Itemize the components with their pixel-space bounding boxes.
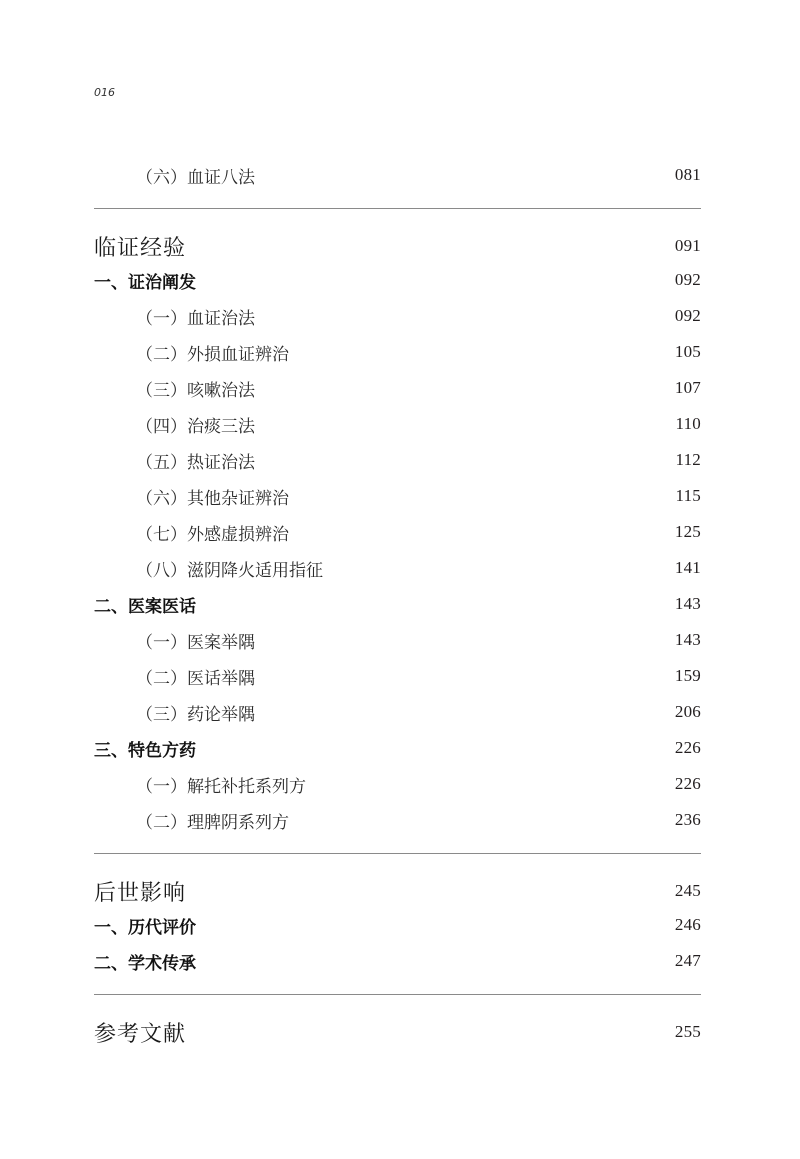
toc-page: 226 — [674, 738, 701, 757]
toc-page: 107 — [674, 378, 701, 397]
toc-label: 二、医案医话 — [94, 596, 196, 617]
toc-chapter-clinical-experience[interactable] — [94, 228, 701, 264]
toc-page: 246 — [674, 915, 701, 934]
toc-label: 临证经验 — [94, 235, 187, 261]
toc-page: 247 — [674, 951, 701, 970]
toc-label: 一、证治阐发 — [94, 272, 196, 293]
toc-label: （三）咳嗽治法 — [136, 380, 255, 401]
toc-label: 三、特色方药 — [94, 740, 196, 761]
toc-page: 236 — [674, 810, 701, 829]
toc-label: （六）其他杂证辨治 — [136, 488, 289, 509]
toc-page: 143 — [674, 594, 701, 613]
toc-chapter-later-influence[interactable] — [94, 873, 701, 909]
toc-entry[interactable] — [94, 766, 701, 802]
toc-entry[interactable] — [94, 550, 701, 586]
toc-page: 105 — [674, 342, 701, 361]
toc-section[interactable] — [94, 262, 701, 298]
toc-label: （二）理脾阴系列方 — [136, 812, 289, 833]
toc-page: 125 — [674, 522, 701, 541]
toc-entry[interactable] — [94, 298, 701, 334]
toc-label: 一、历代评价 — [94, 917, 196, 938]
toc-page: 115 — [675, 486, 701, 505]
toc-page: 255 — [674, 1022, 701, 1041]
toc-label: 二、学术传承 — [94, 953, 196, 974]
toc-label: （六）血证八法 — [136, 167, 255, 188]
toc-entry[interactable] — [94, 406, 701, 442]
toc-label: （五）热证治法 — [136, 452, 255, 473]
divider — [94, 853, 701, 854]
toc-page: 245 — [674, 881, 701, 900]
toc-label: （二）外损血证辨治 — [136, 344, 289, 365]
toc-chapter-references[interactable] — [94, 1014, 701, 1050]
toc-section[interactable] — [94, 943, 701, 979]
toc-section[interactable] — [94, 907, 701, 943]
toc-page: 143 — [674, 630, 701, 649]
toc-entry[interactable] — [94, 622, 701, 658]
toc-page: 159 — [674, 666, 701, 685]
toc-label: （三）药论举隅 — [136, 704, 255, 725]
toc-entry[interactable] — [94, 802, 701, 838]
divider — [94, 994, 701, 995]
toc-section[interactable] — [94, 730, 701, 766]
toc-entry[interactable] — [94, 694, 701, 730]
toc-label: （一）血证治法 — [136, 308, 255, 329]
toc-page: 141 — [674, 558, 701, 577]
toc-entry[interactable] — [94, 442, 701, 478]
toc-page: 110 — [675, 414, 701, 433]
toc-label: （八）滋阴降火适用指征 — [136, 560, 323, 581]
page-number: 016 — [94, 86, 115, 99]
toc-label: （一）医案举隅 — [136, 632, 255, 653]
toc-page: 081 — [674, 165, 701, 184]
toc-entry-blood-eight-methods[interactable] — [94, 157, 701, 193]
toc-entry[interactable] — [94, 478, 701, 514]
toc-label: （二）医话举隅 — [136, 668, 255, 689]
toc-page: 226 — [674, 774, 701, 793]
toc-section[interactable] — [94, 586, 701, 622]
toc-page: 112 — [675, 450, 701, 469]
toc-page: 092 — [674, 270, 701, 289]
toc-label: （四）治痰三法 — [136, 416, 255, 437]
divider — [94, 208, 701, 209]
toc-label: （一）解托补托系列方 — [136, 776, 306, 797]
toc-page: 206 — [674, 702, 701, 721]
toc-label: 后世影响 — [94, 880, 187, 906]
toc-entry[interactable] — [94, 334, 701, 370]
toc-page: 092 — [674, 306, 701, 325]
toc-entry[interactable] — [94, 514, 701, 550]
toc-label: 参考文献 — [94, 1021, 187, 1047]
toc-page: 091 — [674, 236, 701, 255]
toc-entry[interactable] — [94, 658, 701, 694]
toc-entry[interactable] — [94, 370, 701, 406]
toc-label: （七）外感虚损辨治 — [136, 524, 289, 545]
